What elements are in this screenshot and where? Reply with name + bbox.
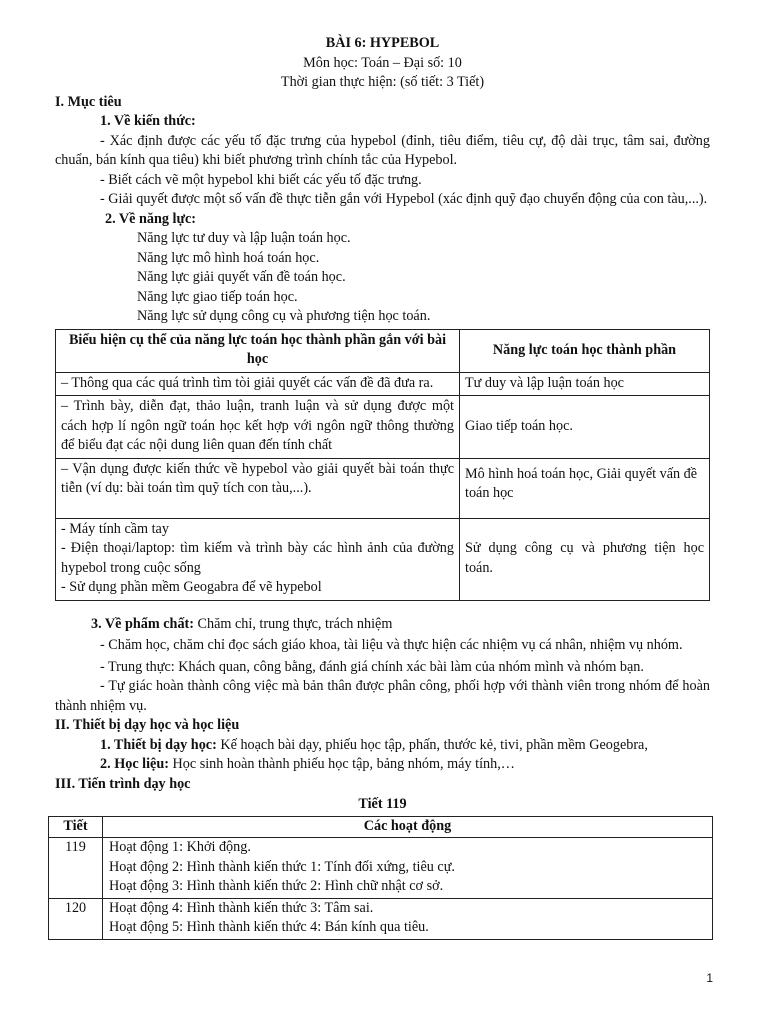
page-number: 1 [706, 971, 713, 985]
table-header-cell: Năng lực toán học thành phần [460, 329, 710, 372]
competence-item: Năng lực sử dụng công cụ và phương tiện học toán. [137, 308, 431, 324]
equipment-text: Kế hoạch bài dạy, phiếu học tập, phấn, thước kẻ, tivi, phần mềm Geogebra, [220, 736, 648, 753]
table-row [56, 458, 710, 518]
table-row [56, 372, 710, 396]
table-row [49, 898, 713, 939]
quality-item: - Trung thực: Khách quan, công bằng, đánh giá chính xác bài làm của nhóm mình và nhóm bạn. [100, 658, 644, 675]
table-cell-activities: Hoạt động 4: Hình thành kiến thức 3: Tâm sai. Hoạt động 5: Hình thành kiến thức 4: Bán kính qua tiêu. [103, 898, 713, 939]
schedule-table-title: Tiết 119 [358, 796, 407, 812]
table-cell-activities: Hoạt động 1: Khởi động. Hoạt động 2: Hình thành kiến thức 1: Tính đối xứng, tiêu cự. Hoạt động 3: Hình thành kiến thức 2: Hình chữ nhật cơ sở. [103, 838, 713, 899]
table-header-cell: Tiết [49, 816, 103, 838]
table-cell-tiet: 120 [49, 898, 103, 939]
table-header-row [56, 329, 710, 372]
competence-item: Năng lực tư duy và lập luận toán học. [137, 230, 351, 246]
quality-summary: Chăm chỉ, trung thực, trách nhiệm [197, 615, 393, 632]
competence-item: Năng lực mô hình hoá toán học. [137, 249, 320, 266]
table-header-cell: Biểu hiện cụ thể của năng lực toán học thành phần gắn với bài học [56, 329, 460, 372]
quality-item: - Chăm học, chăm chỉ đọc sách giáo khoa, tài liệu và thực hiện các nhiệm vụ cá nhân, nhiệm vụ nhóm. [100, 637, 683, 653]
competence-item: Năng lực giải quyết vấn đề toán học. [137, 269, 346, 285]
materials-text: Học sinh hoàn thành phiếu học tập, bảng nhóm, máy tính,… [172, 756, 515, 772]
lesson-title: BÀI 6: HYPEBOL [325, 35, 440, 51]
table-cell-expression: – Trình bày, diễn đạt, thảo luận, tranh luận và sử dụng được một cách hợp lí ngôn ngữ toán học kết hợp với ngôn ngữ thông thường để biểu đạt các nội dung liên quan đến tính chất [56, 396, 460, 459]
knowledge-item: - Biết cách vẽ một hypebol khi biết các yếu tố đặc trưng. [100, 171, 422, 188]
materials-label: 2. Học liệu: [100, 756, 169, 772]
equipment-label: 1. Thiết bị dạy học: [100, 736, 217, 753]
schedule-table [48, 816, 713, 940]
table-header-cell: Các hoạt động [103, 816, 713, 838]
table-cell-competence: Mô hình hoá toán học, Giải quyết vấn đề toán học [460, 458, 710, 518]
table-cell-expression: – Thông qua các quá trình tìm tòi giải quyết các vấn đề đã đưa ra. [56, 372, 460, 396]
table-cell-tiet: 119 [49, 838, 103, 899]
table-row [49, 838, 713, 899]
materials-line [55, 755, 710, 775]
section-process-heading: III. Tiến trình dạy học [55, 775, 191, 792]
table-cell-competence: Giao tiếp toán học. [460, 396, 710, 459]
quality-item: - Tự giác hoàn thành công việc mà bản thân được phân công, phối hợp với thành viên trong nhóm để hoàn thành nhiệm vụ. [55, 678, 710, 714]
competence-item: Năng lực giao tiếp toán học. [137, 288, 298, 305]
table-row [56, 396, 710, 459]
knowledge-heading: 1. Về kiến thức: [100, 113, 196, 129]
table-header-row [49, 816, 713, 838]
quality-line [55, 615, 710, 635]
section-equipment-heading: II. Thiết bị dạy học và học liệu [55, 717, 240, 733]
table-cell-competence: Sử dụng công cụ và phương tiện học toán. [460, 518, 710, 600]
document-page [55, 34, 710, 940]
table-cell-expression: - Máy tính cầm tay - Điện thoại/laptop: tìm kiếm và trình bày các hình ảnh của đường hypebol trong cuộc sống - Sử dụng phần mềm Geogabra để vẽ hypebol [56, 518, 460, 600]
knowledge-item: - Xác định được các yếu tố đặc trưng của hypebol (đỉnh, tiêu điểm, tiêu cự, độ dài trục, tâm sai, đường chuẩn, bán kính qua tiêu) khi biết phương trình chính tắc của Hypebol. [55, 132, 710, 168]
table-cell-expression: – Vận dụng được kiến thức về hypebol vào giải quyết bài toán thực tiễn (ví dụ: bài toán tìm quỹ tích con tàu,...). [56, 458, 460, 518]
knowledge-item: - Giải quyết được một số vấn đề thực tiễn gắn với Hypebol (xác định quỹ đạo chuyển động của con tàu,...). [100, 191, 708, 207]
table-row [56, 518, 710, 600]
quality-heading: 3. Về phẩm chất: [91, 615, 194, 632]
competence-heading: 2. Về năng lực: [105, 210, 197, 227]
equipment-line [55, 736, 710, 756]
lesson-subject: Môn học: Toán – Đại số: 10 [303, 54, 462, 71]
table-cell-competence: Tư duy và lập luận toán học [460, 372, 710, 396]
competence-table [55, 329, 710, 601]
lesson-duration: Thời gian thực hiện: (số tiết: 3 Tiết) [280, 74, 485, 90]
section-objectives-heading: I. Mục tiêu [55, 93, 122, 110]
